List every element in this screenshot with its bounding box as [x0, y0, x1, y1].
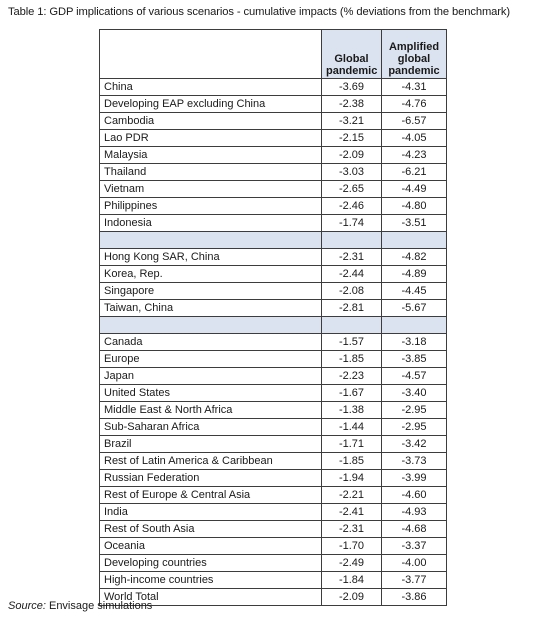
global-pandemic-value: -2.31	[322, 521, 382, 538]
region-name-cell: Rest of Latin America & Caribbean	[100, 453, 322, 470]
table-row	[100, 351, 447, 368]
global-pandemic-value: -2.44	[322, 266, 382, 283]
table-row	[100, 147, 447, 164]
header-amplified-global-pandemic	[382, 30, 447, 79]
table-row	[100, 79, 447, 96]
amplified-pandemic-value: -3.77	[382, 572, 447, 589]
region-name-cell: Philippines	[100, 198, 322, 215]
amplified-pandemic-value: -4.76	[382, 96, 447, 113]
region-name-cell: India	[100, 504, 322, 521]
table-spacer-row	[100, 317, 447, 334]
amplified-pandemic-value: -4.89	[382, 266, 447, 283]
header-blank-cell	[100, 30, 322, 79]
amplified-pandemic-value	[382, 317, 447, 334]
amplified-pandemic-value: -4.93	[382, 504, 447, 521]
region-name-cell: Rest of Europe & Central Asia	[100, 487, 322, 504]
table-row	[100, 385, 447, 402]
global-pandemic-value: -2.46	[322, 198, 382, 215]
region-name-cell: Canada	[100, 334, 322, 351]
table-row	[100, 487, 447, 504]
region-name-cell: Developing EAP excluding China	[100, 96, 322, 113]
region-name-cell: Hong Kong SAR, China	[100, 249, 322, 266]
global-pandemic-value: -2.21	[322, 487, 382, 504]
amplified-pandemic-value: -2.95	[382, 419, 447, 436]
global-pandemic-value: -1.71	[322, 436, 382, 453]
global-pandemic-value: -1.84	[322, 572, 382, 589]
region-name-cell: High-income countries	[100, 572, 322, 589]
table-row	[100, 368, 447, 385]
table-row	[100, 453, 447, 470]
table-header-row	[100, 30, 447, 79]
global-pandemic-value: -3.21	[322, 113, 382, 130]
amplified-pandemic-value: -4.49	[382, 181, 447, 198]
region-name-cell: Cambodia	[100, 113, 322, 130]
region-name-cell: Russian Federation	[100, 470, 322, 487]
amplified-pandemic-value: -3.73	[382, 453, 447, 470]
source-note	[8, 600, 152, 612]
header-global-line2: pandemic	[326, 65, 378, 77]
region-name-cell: Malaysia	[100, 147, 322, 164]
global-pandemic-value	[322, 317, 382, 334]
region-name-cell: Europe	[100, 351, 322, 368]
global-pandemic-value: -1.70	[322, 538, 382, 555]
region-name-cell: Korea, Rep.	[100, 266, 322, 283]
region-name-cell: Middle East & North Africa	[100, 402, 322, 419]
amplified-pandemic-value: -3.99	[382, 470, 447, 487]
global-pandemic-value: -2.09	[322, 147, 382, 164]
amplified-pandemic-value: -4.57	[382, 368, 447, 385]
table-body	[100, 79, 447, 606]
amplified-pandemic-value: -4.80	[382, 198, 447, 215]
table-row	[100, 96, 447, 113]
global-pandemic-value: -2.81	[322, 300, 382, 317]
global-pandemic-value: -2.49	[322, 555, 382, 572]
global-pandemic-value: -2.38	[322, 96, 382, 113]
region-name-cell: Vietnam	[100, 181, 322, 198]
source-text: Envisage simulations	[45, 600, 153, 612]
table-row	[100, 419, 447, 436]
region-name-cell: World Total	[100, 589, 322, 606]
global-pandemic-value: -3.69	[322, 79, 382, 96]
header-global-line1: Global	[334, 53, 369, 65]
amplified-pandemic-value: -6.21	[382, 164, 447, 181]
amplified-pandemic-value: -4.68	[382, 521, 447, 538]
global-pandemic-value: -1.85	[322, 453, 382, 470]
region-name-cell: Taiwan, China	[100, 300, 322, 317]
amplified-pandemic-value: -3.37	[382, 538, 447, 555]
global-pandemic-value: -1.44	[322, 419, 382, 436]
amplified-pandemic-value: -5.67	[382, 300, 447, 317]
table-row	[100, 555, 447, 572]
region-name-cell	[100, 317, 322, 334]
region-name-cell: Thailand	[100, 164, 322, 181]
amplified-pandemic-value: -3.86	[382, 589, 447, 606]
global-pandemic-value: -1.94	[322, 470, 382, 487]
amplified-pandemic-value: -3.42	[382, 436, 447, 453]
region-name-cell: Sub-Saharan Africa	[100, 419, 322, 436]
global-pandemic-value: -1.85	[322, 351, 382, 368]
amplified-pandemic-value: -4.23	[382, 147, 447, 164]
amplified-pandemic-value: -3.51	[382, 215, 447, 232]
table-spacer-row	[100, 232, 447, 249]
table-row	[100, 504, 447, 521]
global-pandemic-value: -2.23	[322, 368, 382, 385]
global-pandemic-value	[322, 232, 382, 249]
amplified-pandemic-value: -4.05	[382, 130, 447, 147]
global-pandemic-value: -1.57	[322, 334, 382, 351]
table-row	[100, 198, 447, 215]
table-row	[100, 470, 447, 487]
region-name-cell: Japan	[100, 368, 322, 385]
table-row	[100, 521, 447, 538]
amplified-pandemic-value: -4.82	[382, 249, 447, 266]
source-label: Source:	[8, 600, 46, 612]
global-pandemic-value: -1.74	[322, 215, 382, 232]
region-name-cell: China	[100, 79, 322, 96]
table-row	[100, 572, 447, 589]
header-global-pandemic	[322, 30, 382, 79]
amplified-pandemic-value: -6.57	[382, 113, 447, 130]
global-pandemic-value: -2.31	[322, 249, 382, 266]
amplified-pandemic-value: -2.95	[382, 402, 447, 419]
global-pandemic-value: -3.03	[322, 164, 382, 181]
table-caption: Table 1: GDP implications of various scenarios - cumulative impacts (% deviations from the benchmark)	[8, 6, 511, 18]
table-row	[100, 402, 447, 419]
table-row	[100, 436, 447, 453]
global-pandemic-value: -2.15	[322, 130, 382, 147]
gdp-table	[99, 29, 447, 606]
table-row	[100, 249, 447, 266]
amplified-pandemic-value: -4.00	[382, 555, 447, 572]
global-pandemic-value: -2.09	[322, 589, 382, 606]
region-name-cell: Singapore	[100, 283, 322, 300]
region-name-cell: Indonesia	[100, 215, 322, 232]
region-name-cell: United States	[100, 385, 322, 402]
table-row	[100, 130, 447, 147]
table-row	[100, 283, 447, 300]
header-amplified-line3: pandemic	[388, 65, 440, 77]
global-pandemic-value: -2.41	[322, 504, 382, 521]
amplified-pandemic-value: -4.45	[382, 283, 447, 300]
region-name-cell: Lao PDR	[100, 130, 322, 147]
global-pandemic-value: -2.08	[322, 283, 382, 300]
global-pandemic-value: -1.67	[322, 385, 382, 402]
region-name-cell: Developing countries	[100, 555, 322, 572]
amplified-pandemic-value: -3.40	[382, 385, 447, 402]
table-row	[100, 300, 447, 317]
region-name-cell: Oceania	[100, 538, 322, 555]
amplified-pandemic-value: -3.85	[382, 351, 447, 368]
table-row	[100, 334, 447, 351]
table-row	[100, 181, 447, 198]
table-row	[100, 164, 447, 181]
amplified-pandemic-value	[382, 232, 447, 249]
header-amplified-line1: Amplified	[388, 41, 440, 53]
amplified-pandemic-value: -4.31	[382, 79, 447, 96]
global-pandemic-value: -2.65	[322, 181, 382, 198]
table-row	[100, 215, 447, 232]
global-pandemic-value: -1.38	[322, 402, 382, 419]
table-row	[100, 538, 447, 555]
header-amplified-line2: global	[397, 53, 431, 65]
region-name-cell: Rest of South Asia	[100, 521, 322, 538]
amplified-pandemic-value: -3.18	[382, 334, 447, 351]
amplified-pandemic-value: -4.60	[382, 487, 447, 504]
table-row	[100, 113, 447, 130]
region-name-cell	[100, 232, 322, 249]
table-row	[100, 266, 447, 283]
region-name-cell: Brazil	[100, 436, 322, 453]
